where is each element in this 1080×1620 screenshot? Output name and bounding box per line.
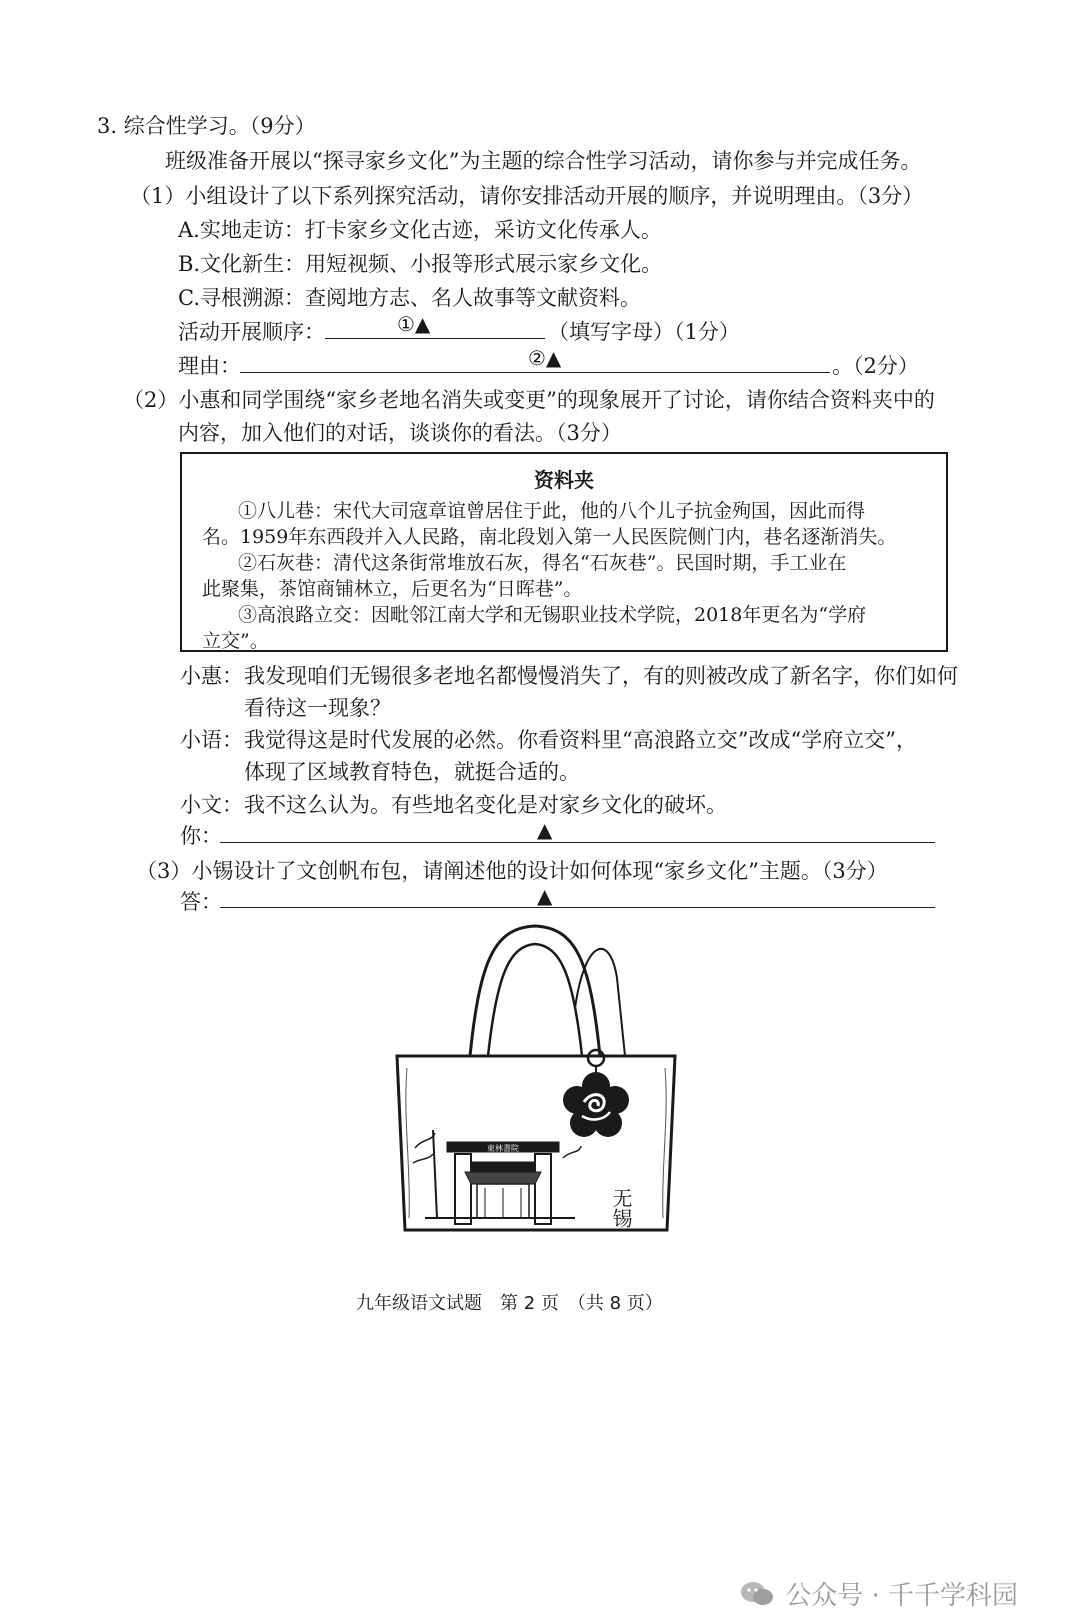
dialogue-xiaohui-line2: 看待这一现象？ [244, 696, 391, 720]
order-answer-blank[interactable] [325, 338, 545, 339]
watermark-text: 公众号 · 千千学科园 [785, 1581, 1018, 1611]
folder-line-4: 此聚集，茶馆商铺林立，后更名为“日晖巷”。 [202, 578, 583, 600]
you-answer-blank[interactable] [220, 842, 935, 843]
folder-line-2: 名。1959年东西段并入人民路，南北段划入第一人民医院侧门内，巷名逐渐消失。 [202, 526, 897, 548]
order-label: 活动开展顺序： [178, 320, 325, 344]
option-a: A.实地走访：打卡家乡文化古迹，采访文化传承人。 [178, 218, 662, 242]
order-marker: ①▲ [397, 312, 431, 336]
wechat-icon [739, 1580, 775, 1608]
dialogue-xiaowen-line1: 我不这么认为。有些地名变化是对家乡文化的破坏。 [244, 793, 727, 817]
folder-title: 资料夹 [534, 468, 594, 492]
reason-label: 理由： [178, 354, 241, 378]
question-intro: 班级准备开展以“探寻家乡文化”为主题的综合性学习活动，请你参与并完成任务。 [165, 149, 922, 173]
speaker-xiaoyu: 小语： [180, 728, 243, 752]
order-note: （填写字母）（1分） [548, 320, 740, 344]
folder-line-3: ②石灰巷：清代这条街常堆放石灰，得名“石灰巷”。民国时期，手工业在 [238, 552, 847, 574]
you-marker: ▲ [537, 818, 553, 842]
reason-note: 。（2分） [832, 354, 919, 378]
folder-line-5: ③高浪路立交：因毗邻江南大学和无锡职业技术学院，2018年更名为“学府 [238, 604, 867, 626]
wuxi-calligraphy: 无锡 [609, 1188, 633, 1228]
speaker-xiaohui: 小惠： [180, 664, 243, 688]
dialogue-xiaoyu-line2: 体现了区域教育特色，就挺合适的。 [244, 760, 580, 784]
option-b: B.文化新生：用短视频、小报等形式展示家乡文化。 [178, 252, 663, 276]
answer-label: 答： [180, 890, 222, 914]
reason-answer-blank[interactable] [240, 372, 830, 373]
tote-bag-illustration [385, 918, 685, 1238]
part2-prompt-line2: 内容，加入他们的对话，谈谈你的看法。（3分） [178, 421, 622, 445]
answer-blank[interactable] [220, 907, 935, 908]
folder-line-1: ①八儿巷：宋代大司寇章谊曾居住于此，他的八个儿子抗金殉国，因此而得 [238, 500, 866, 522]
part3-prompt: （3）小锡设计了文创帆布包，请阐述他的设计如何体现“家乡文化”主题。（3分） [136, 859, 888, 883]
folder-line-6: 立交”。 [202, 630, 269, 652]
material-folder [180, 452, 948, 652]
watermark [739, 1575, 1018, 1612]
dialogue-xiaohui-line1: 我发现咱们无锡很多老地名都慢慢消失了，有的则被改成了新名字，你们如何 [244, 664, 958, 688]
gate-plaque-text: 東林書院 [487, 1144, 519, 1153]
dialogue-xiaoyu-line1: 我觉得这是时代发展的必然。你看资料里“高浪路立交”改成“学府立交”， [244, 728, 917, 752]
reason-marker: ②▲ [528, 346, 562, 370]
part2-prompt-line1: （2）小惠和同学围绕“家乡老地名消失或变更”的现象展开了讨论，请你结合资料夹中的 [123, 388, 935, 412]
page-footer: 九年级语文试题 第 2 页 （共 8 页） [356, 1293, 663, 1314]
question-title: 3. 综合性学习。（9分） [97, 114, 316, 138]
part1-prompt: （1）小组设计了以下系列探究活动，请你安排活动开展的顺序，并说明理由。（3分） [130, 184, 924, 208]
answer-marker: ▲ [537, 884, 553, 908]
option-c: C.寻根溯源：查阅地方志、名人故事等文献资料。 [178, 286, 641, 310]
you-label: 你： [180, 824, 222, 848]
speaker-xiaowen: 小文： [180, 793, 243, 817]
